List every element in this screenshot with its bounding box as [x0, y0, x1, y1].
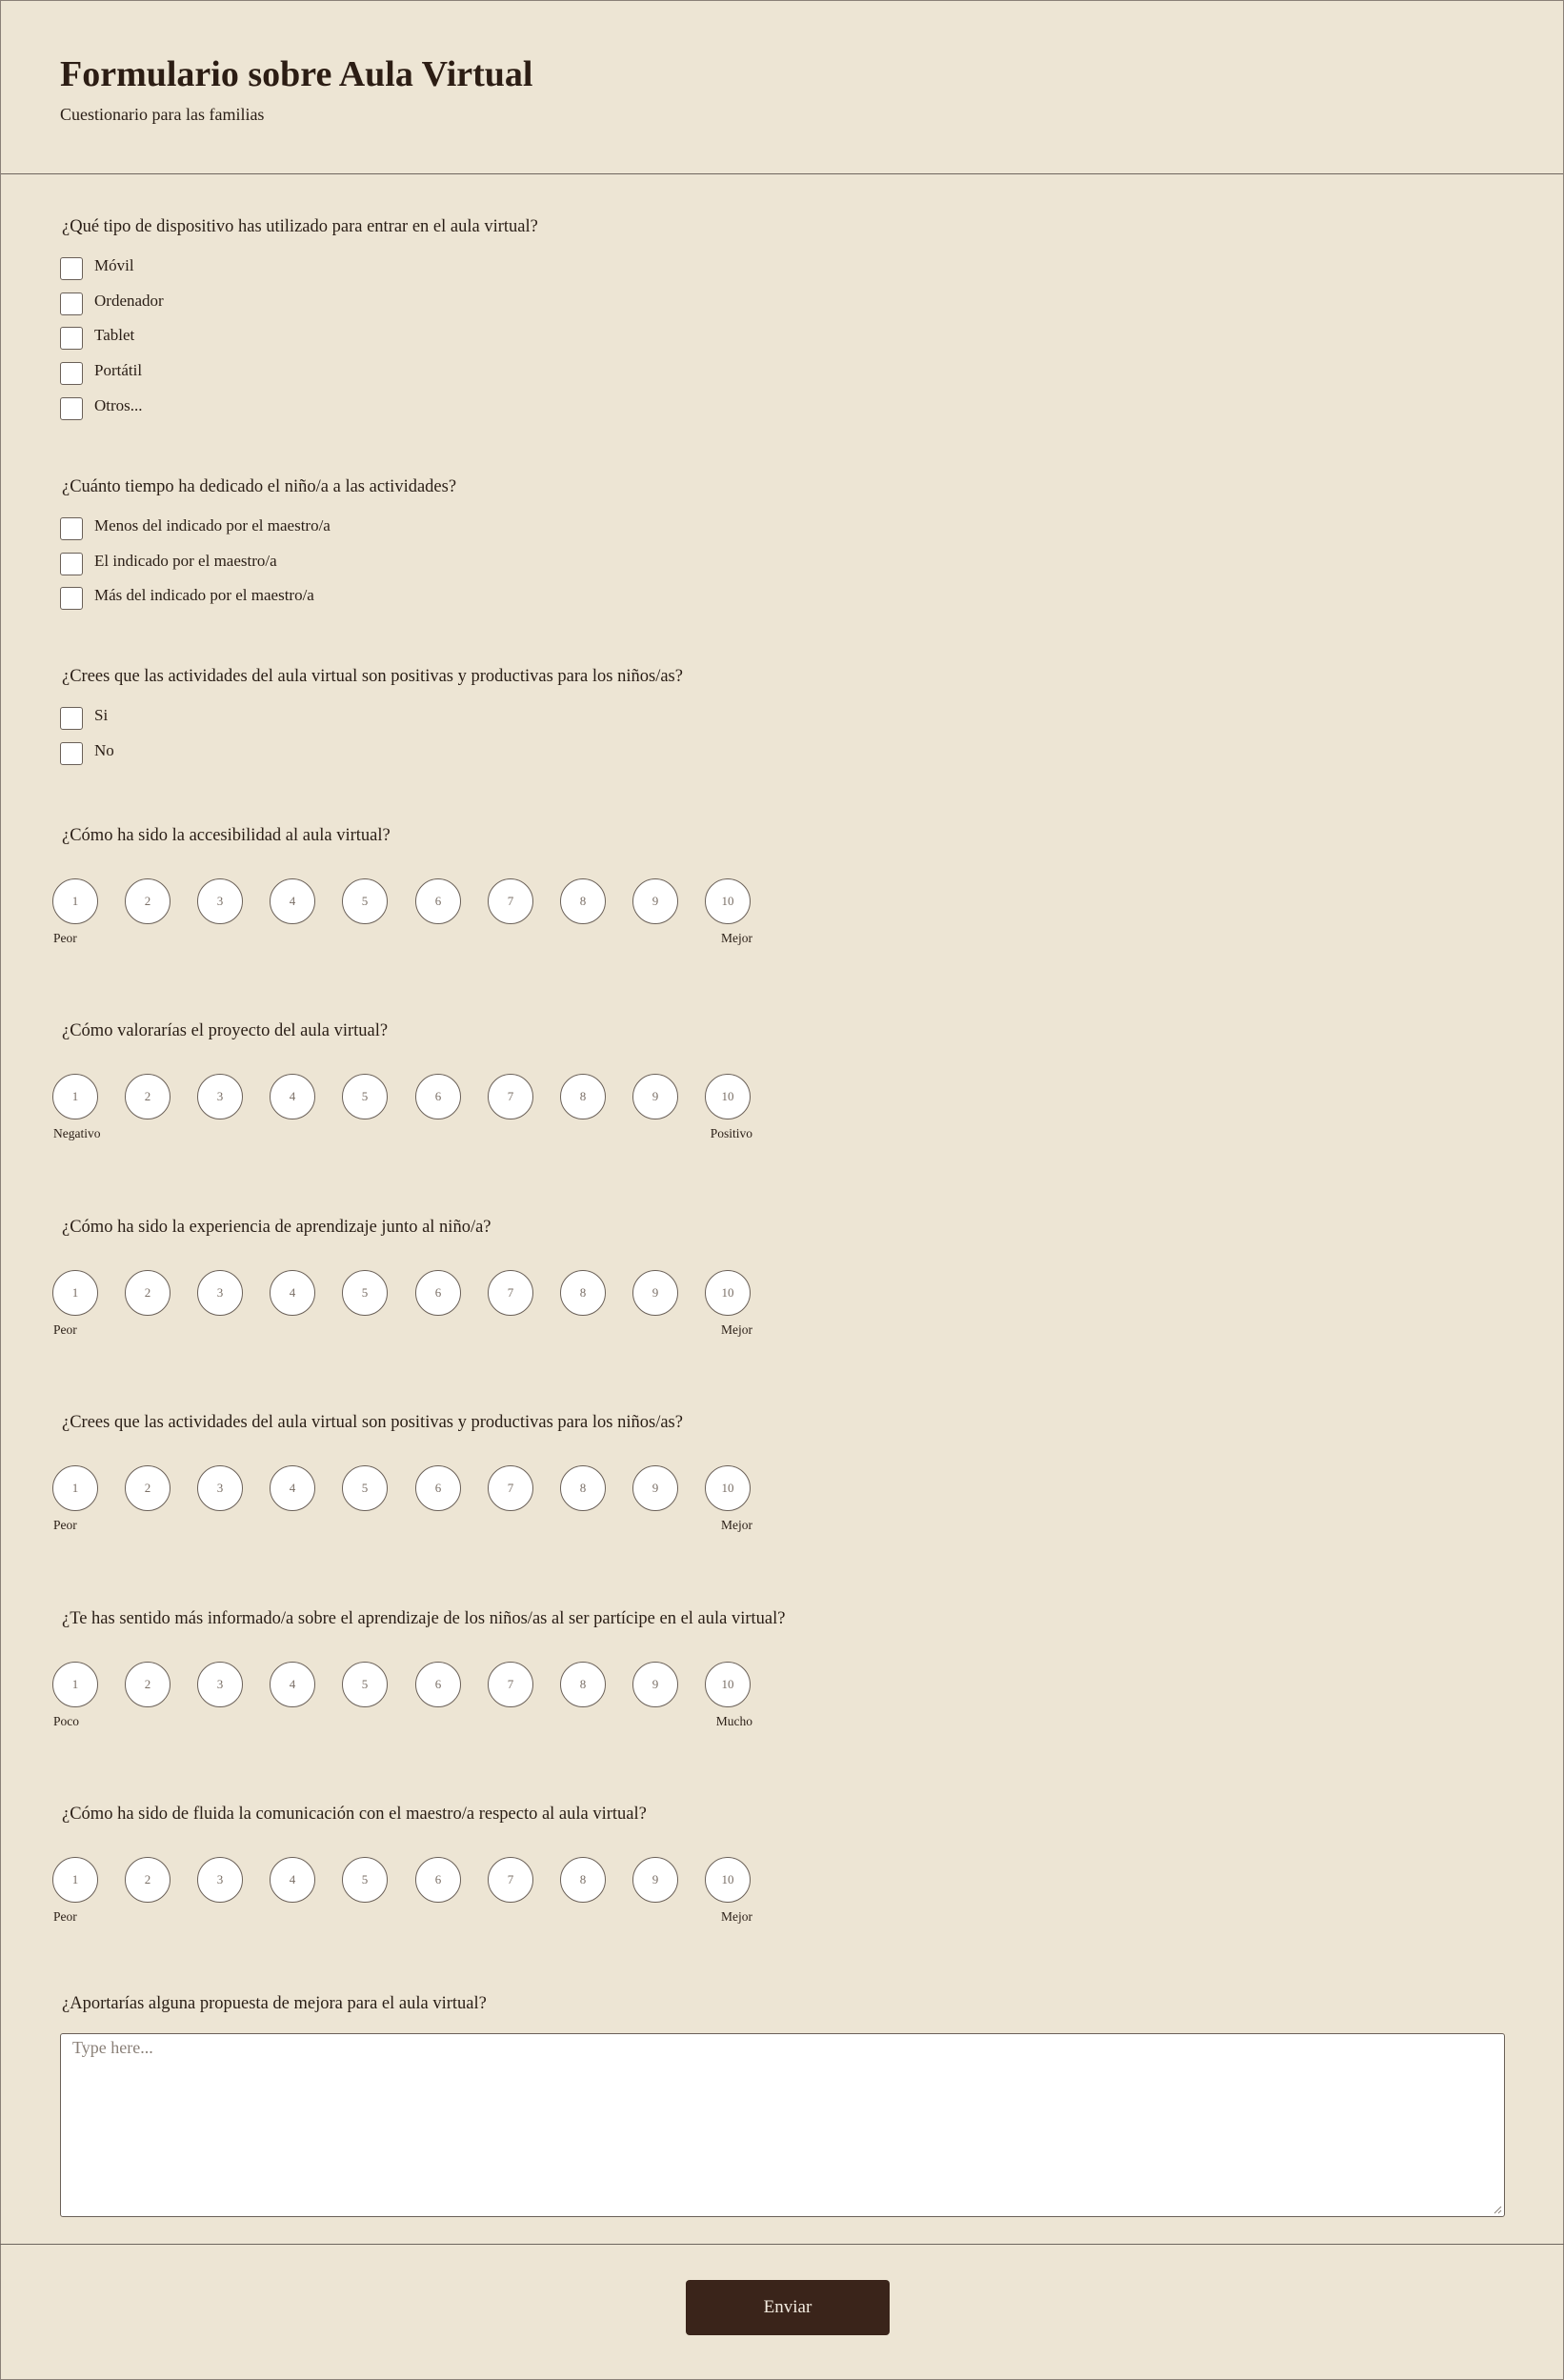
checkbox[interactable] — [60, 362, 83, 385]
rating-option-7[interactable]: 7 — [488, 878, 533, 924]
scale-low-label: Peor — [53, 1909, 77, 1924]
rating-option-5[interactable]: 5 — [342, 1270, 388, 1316]
rating-option-1[interactable]: 1 — [52, 1857, 98, 1903]
scale-high-label: Mucho — [715, 1714, 752, 1728]
rating-option-6[interactable]: 6 — [415, 1857, 461, 1903]
form-subtitle: Cuestionario para las familias — [60, 105, 265, 124]
rating-option-2[interactable]: 2 — [125, 1857, 170, 1903]
option-time-more[interactable] — [60, 585, 331, 620]
rating-option-7[interactable]: 7 — [488, 1857, 533, 1903]
rating-option-7[interactable]: 7 — [488, 1074, 533, 1119]
rating-option-1[interactable]: 1 — [52, 1465, 98, 1511]
rating-option-7[interactable]: 7 — [488, 1662, 533, 1707]
rating-option-6[interactable]: 6 — [415, 1662, 461, 1707]
rating-option-10[interactable]: 10 — [705, 878, 751, 924]
rating-option-5[interactable]: 5 — [342, 1662, 388, 1707]
rating-option-1[interactable]: 1 — [52, 1074, 98, 1119]
rating-scale — [52, 1857, 753, 1933]
checkbox[interactable] — [60, 257, 83, 280]
option-time-less[interactable] — [60, 515, 331, 551]
submit-button[interactable]: Enviar — [686, 2280, 890, 2335]
rating-option-6[interactable]: 6 — [415, 1074, 461, 1119]
rating-option-3[interactable]: 3 — [197, 1662, 243, 1707]
checkbox[interactable] — [60, 292, 83, 315]
rating-option-4[interactable]: 4 — [270, 1270, 315, 1316]
rating-option-10[interactable]: 10 — [705, 1465, 751, 1511]
rating-option-2[interactable]: 2 — [125, 1270, 170, 1316]
rating-option-9[interactable]: 9 — [632, 1662, 678, 1707]
rating-option-7[interactable]: 7 — [488, 1270, 533, 1316]
rating-option-2[interactable]: 2 — [125, 878, 170, 924]
option-label: Tablet — [94, 326, 135, 345]
question-device: ¿Qué tipo de dispositivo has utilizado para entrar en el aula virtual? — [62, 217, 538, 236]
rating-option-4[interactable]: 4 — [270, 1465, 315, 1511]
rating-option-10[interactable]: 10 — [705, 1074, 751, 1119]
resize-grip-icon[interactable] — [1494, 2206, 1502, 2214]
rating-option-4[interactable]: 4 — [270, 1857, 315, 1903]
scale-low-label: Peor — [53, 931, 77, 945]
option-label: Más del indicado por el maestro/a — [94, 586, 314, 605]
scale-high-label: Mejor — [721, 1909, 752, 1924]
scale-high-label: Mejor — [721, 931, 752, 945]
scale-high-label: Mejor — [721, 1518, 752, 1532]
scale-question-label: ¿Cómo ha sido la experiencia de aprendizaje junto al niño/a? — [62, 1218, 491, 1237]
option-device-movil[interactable] — [60, 255, 164, 291]
rating-scale — [52, 1270, 753, 1346]
scale-low-label: Negativo — [53, 1126, 101, 1140]
option-label: Otros... — [94, 395, 143, 414]
rating-option-4[interactable]: 4 — [270, 1074, 315, 1119]
rating-option-5[interactable]: 5 — [342, 1857, 388, 1903]
rating-option-10[interactable]: 10 — [705, 1270, 751, 1316]
rating-option-4[interactable]: 4 — [270, 878, 315, 924]
option-label: El indicado por el maestro/a — [94, 551, 277, 570]
option-device-portatil[interactable] — [60, 360, 164, 395]
rating-option-5[interactable]: 5 — [342, 1465, 388, 1511]
checkbox[interactable] — [60, 517, 83, 540]
improvement-textarea[interactable] — [60, 2033, 1505, 2217]
option-time-exact[interactable] — [60, 551, 331, 586]
scale-high-label: Positivo — [710, 1126, 752, 1140]
rating-option-8[interactable]: 8 — [560, 1074, 606, 1119]
rating-option-3[interactable]: 3 — [197, 878, 243, 924]
option-label: Menos del indicado por el maestro/a — [94, 516, 331, 534]
rating-option-8[interactable]: 8 — [560, 1270, 606, 1316]
option-positive-no[interactable] — [60, 740, 114, 776]
rating-scale — [52, 1074, 753, 1150]
rating-option-7[interactable]: 7 — [488, 1465, 533, 1511]
checkbox[interactable] — [60, 707, 83, 730]
scale-high-label: Mejor — [721, 1322, 752, 1337]
rating-option-8[interactable]: 8 — [560, 1857, 606, 1903]
rating-option-9[interactable]: 9 — [632, 878, 678, 924]
rating-option-6[interactable]: 6 — [415, 878, 461, 924]
rating-option-3[interactable]: 3 — [197, 1074, 243, 1119]
checkbox[interactable] — [60, 553, 83, 575]
checkbox[interactable] — [60, 327, 83, 350]
rating-scale — [52, 878, 753, 955]
question-positive: ¿Crees que las actividades del aula virtual son positivas y productivas para los niños/as? — [62, 667, 683, 686]
option-device-tablet[interactable] — [60, 325, 164, 360]
rating-option-2[interactable]: 2 — [125, 1465, 170, 1511]
rating-scale — [52, 1662, 753, 1738]
checkbox[interactable] — [60, 397, 83, 420]
scale-question-label: ¿Cómo ha sido la accesibilidad al aula virtual? — [62, 826, 391, 845]
form-title: Formulario sobre Aula Virtual — [60, 54, 533, 94]
scale-low-label: Peor — [53, 1322, 77, 1337]
rating-option-3[interactable]: 3 — [197, 1857, 243, 1903]
rating-option-10[interactable]: 10 — [705, 1857, 751, 1903]
rating-option-9[interactable]: 9 — [632, 1857, 678, 1903]
question-improvement: ¿Aportarías alguna propuesta de mejora para el aula virtual? — [62, 1994, 487, 2013]
checkbox[interactable] — [60, 742, 83, 765]
scale-question-label: ¿Te has sentido más informado/a sobre el aprendizaje de los niños/as al ser partícipe en el aula virtual? — [62, 1609, 786, 1628]
rating-option-3[interactable]: 3 — [197, 1270, 243, 1316]
rating-option-6[interactable]: 6 — [415, 1465, 461, 1511]
rating-option-9[interactable]: 9 — [632, 1465, 678, 1511]
rating-option-5[interactable]: 5 — [342, 878, 388, 924]
rating-option-8[interactable]: 8 — [560, 1465, 606, 1511]
option-label: Portátil — [94, 361, 143, 380]
option-device-otros[interactable] — [60, 395, 164, 431]
scale-question-label: ¿Cómo valorarías el proyecto del aula virtual? — [62, 1021, 389, 1040]
question-time: ¿Cuánto tiempo ha dedicado el niño/a a las actividades? — [62, 477, 457, 496]
checkbox[interactable] — [60, 587, 83, 610]
rating-option-6[interactable]: 6 — [415, 1270, 461, 1316]
option-label: Ordenador — [94, 291, 164, 310]
rating-option-1[interactable]: 1 — [52, 1270, 98, 1316]
rating-option-9[interactable]: 9 — [632, 1270, 678, 1316]
option-positive-si[interactable] — [60, 705, 114, 740]
rating-option-3[interactable]: 3 — [197, 1465, 243, 1511]
scale-question-label: ¿Cómo ha sido de fluida la comunicación con el maestro/a respecto al aula virtual? — [62, 1805, 647, 1824]
option-label: No — [94, 740, 114, 759]
rating-option-5[interactable]: 5 — [342, 1074, 388, 1119]
option-device-ordenador[interactable] — [60, 291, 164, 326]
options-time — [60, 515, 331, 620]
rating-option-2[interactable]: 2 — [125, 1074, 170, 1119]
rating-option-2[interactable]: 2 — [125, 1662, 170, 1707]
scale-low-label: Poco — [53, 1714, 79, 1728]
scale-question-label: ¿Crees que las actividades del aula virtual son positivas y productivas para los niños/as? — [62, 1413, 683, 1432]
option-label: Si — [94, 706, 109, 724]
rating-option-8[interactable]: 8 — [560, 878, 606, 924]
scale-low-label: Peor — [53, 1518, 77, 1532]
rating-option-4[interactable]: 4 — [270, 1662, 315, 1707]
options-positive — [60, 705, 114, 775]
rating-option-1[interactable]: 1 — [52, 1662, 98, 1707]
rating-option-1[interactable]: 1 — [52, 878, 98, 924]
option-label: Móvil — [94, 256, 134, 274]
options-device — [60, 255, 164, 430]
rating-option-10[interactable]: 10 — [705, 1662, 751, 1707]
rating-option-8[interactable]: 8 — [560, 1662, 606, 1707]
rating-scale — [52, 1465, 753, 1542]
rating-option-9[interactable]: 9 — [632, 1074, 678, 1119]
form-footer — [0, 2244, 1564, 2380]
